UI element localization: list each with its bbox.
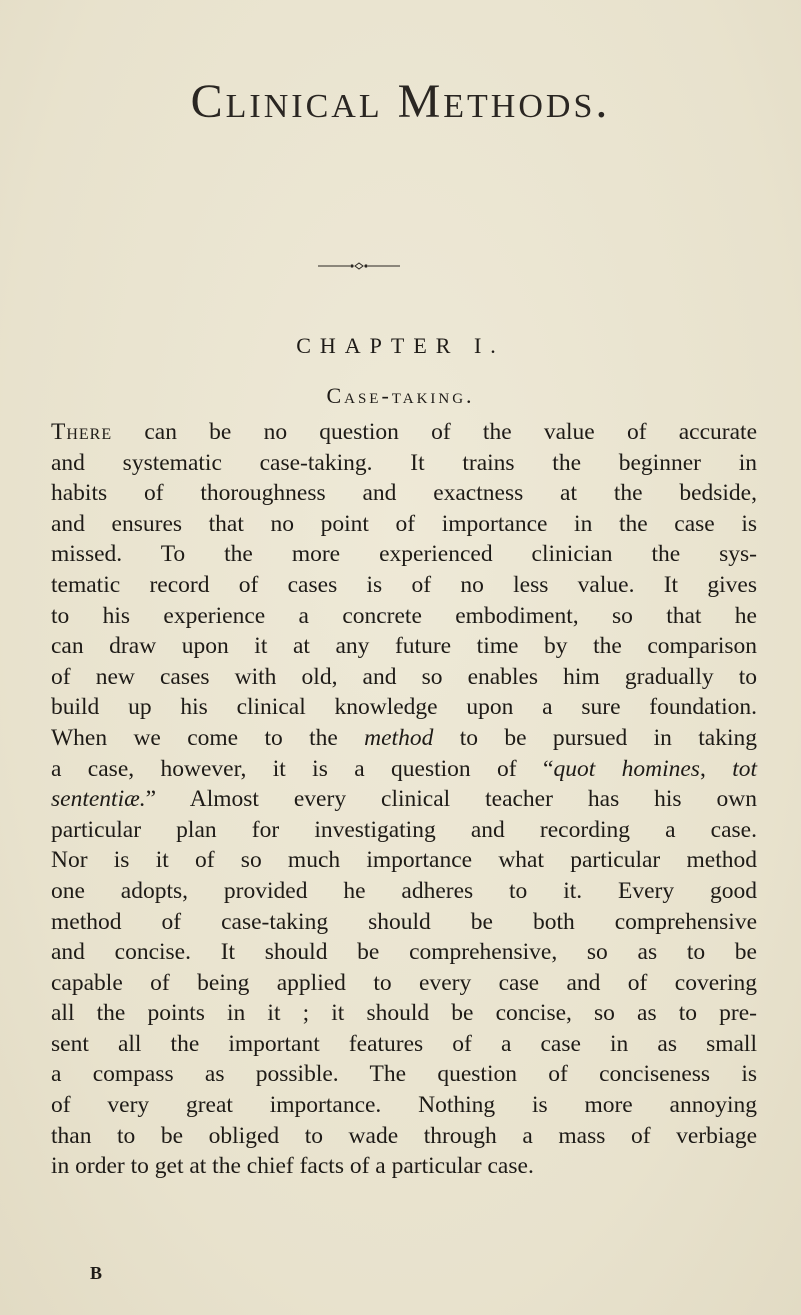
text-line: particular plan for investigating and recording a case. bbox=[51, 816, 757, 843]
text-line: a compass as possible. The question of conciseness is bbox=[51, 1061, 757, 1088]
text-line: build up his clinical knowledge upon a sure foundation. bbox=[51, 694, 757, 721]
italic-method: method bbox=[364, 724, 434, 751]
lead-word: There bbox=[51, 419, 113, 445]
text-line: of very great importance. Nothing is more annoying bbox=[51, 1092, 757, 1119]
chapter-heading: CHAPTER I. bbox=[296, 333, 505, 358]
text-line: There can be no question of the value of accurate bbox=[51, 419, 757, 445]
book-title: Clinical Methods. bbox=[190, 75, 611, 128]
text-line: tematic record of cases is of no less value. It gives bbox=[51, 571, 757, 598]
text-line: sententiæ.” Almost every clinical teacher has his own bbox=[51, 786, 757, 813]
italic-quote: tot bbox=[705, 755, 758, 782]
text-line: and systematic case-taking. It trains the beginner in bbox=[51, 449, 757, 476]
text-line: of new cases with old, and so enables him gradually to bbox=[51, 663, 757, 690]
divider-ornament bbox=[318, 262, 400, 270]
section-title: Case-taking. bbox=[326, 383, 475, 408]
text-line: sent all the important features of a case in as small bbox=[51, 1030, 757, 1057]
text-line: than to be obliged to wade through a mass of verbiage bbox=[51, 1122, 757, 1149]
text-line: a case, however, it is a question of “quot homines, tot bbox=[51, 755, 758, 782]
text-line: capable of being applied to every case and of covering bbox=[51, 969, 757, 996]
text-line: can draw upon it at any future time by the comparison bbox=[51, 633, 757, 660]
text-line: When we come to the method to be pursued in taking bbox=[51, 724, 757, 751]
text-line: to his experience a concrete embodiment, so that he bbox=[51, 602, 757, 629]
text-line: method of case-taking should be both comprehensive bbox=[51, 908, 757, 935]
signature-mark: B bbox=[90, 1263, 103, 1283]
text-line: in order to get at the chief facts of a particular case. bbox=[51, 1153, 534, 1180]
text-line: and ensures that no point of importance in the case is bbox=[51, 510, 757, 537]
body-paragraph bbox=[51, 417, 757, 1182]
italic-quote: sententiæ. bbox=[51, 786, 146, 813]
italic-quote: quot homines bbox=[553, 755, 700, 782]
text-line: all the points in it ; it should be concise, so as to pre- bbox=[51, 1000, 757, 1027]
text-line: Nor is it of so much importance what particular method bbox=[51, 847, 757, 874]
text-line: missed. To the more experienced clinician the sys- bbox=[51, 541, 757, 568]
text-line: one adopts, provided he adheres to it. Every good bbox=[51, 877, 757, 904]
text-line: habits of thoroughness and exactness at the bedside, bbox=[51, 480, 757, 507]
text-line: and concise. It should be comprehensive, so as to be bbox=[51, 939, 757, 966]
